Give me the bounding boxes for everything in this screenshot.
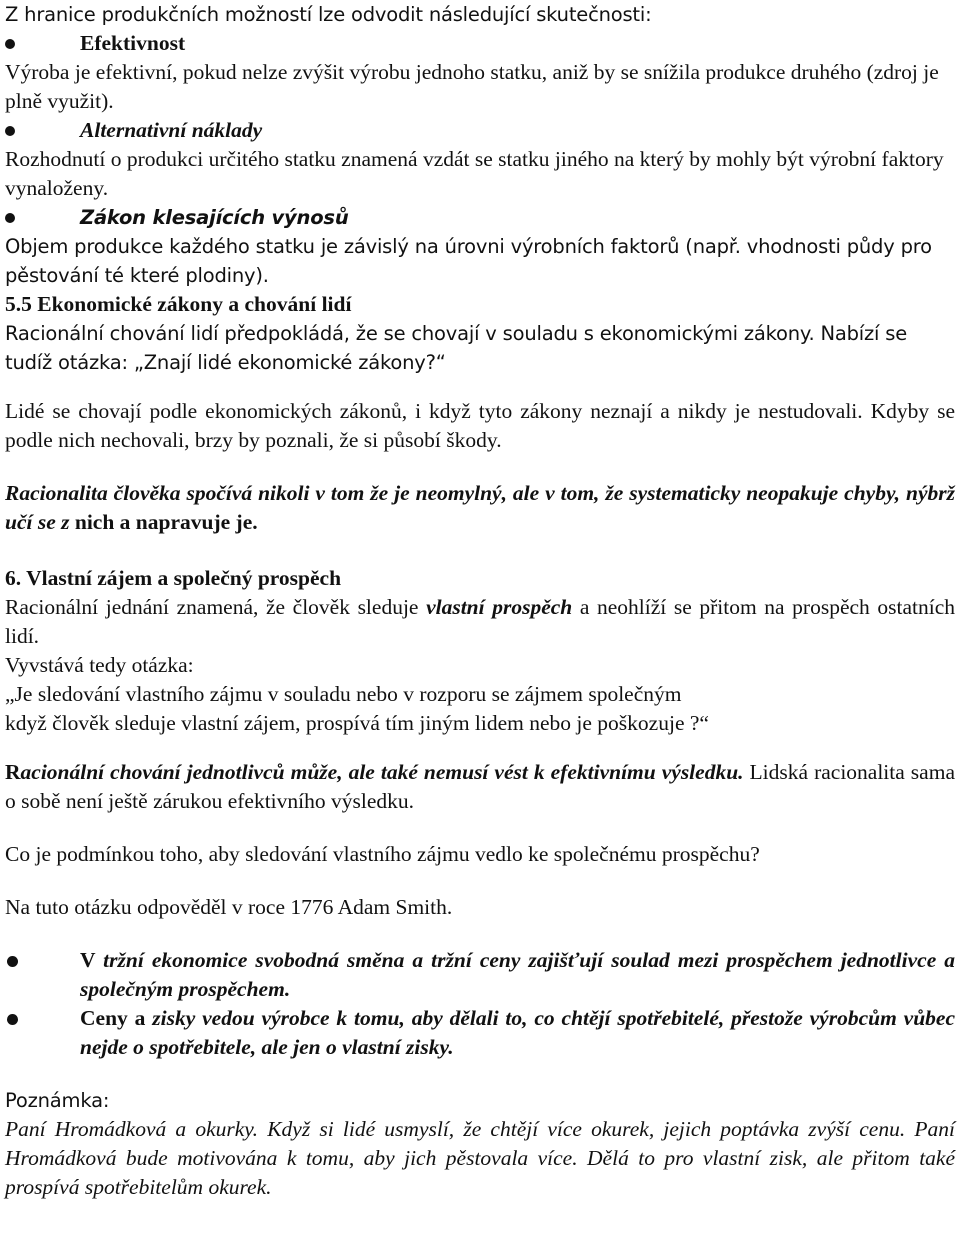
emphasis-tail: nich a napravuje je. <box>69 510 258 534</box>
paragraph: Na tuto otázku odpověděl v roce 1776 Adam Smith. <box>5 895 453 919</box>
intro-text: Z hranice produkčních možností lze odvodit následující skutečnosti: <box>5 3 652 26</box>
list-item-title: Alternativní náklady <box>80 118 263 142</box>
bullet-icon <box>7 956 18 967</box>
bullet-icon <box>5 126 15 136</box>
list-item <box>5 946 955 1004</box>
emphasis-text: zisky vedou výrobce k tomu, aby dělali to, co chtějí spotřebitelé, přestože výrobcům vůbec nejde o spotřebitele, ale jen o vlastní zisky. <box>80 1006 955 1059</box>
list-item-title: Efektivnost <box>80 31 186 55</box>
paragraph <box>5 593 955 651</box>
list-item-text: Výroba je efektivní, pokud nelze zvýšit výrobu jednoho statku, aniž by se snížila produkce druhého (zdroj je plně využit). <box>5 60 939 113</box>
section-heading-5-5: 5.5 Ekonomické zákony a chování lidí <box>5 292 352 316</box>
text-run: a neohlíží se přitom na prospěch ostatních lidí. <box>5 595 955 648</box>
paragraph: Co je podmínkou toho, aby sledování vlastního zájmu vedlo ke společnému prospěchu? <box>5 842 760 866</box>
question-line: „Je sledování vlastního zájmu v souladu nebo v rozporu se zájmem společným <box>5 682 682 706</box>
bullet-icon <box>7 1014 18 1025</box>
text-run: Lidská racionalita sama o sobě není ještě zárukou efektivního výsledku. <box>5 760 955 813</box>
paragraph: Lidé se chovají podle ekonomických zákonů, i když tyto zákony neznají a nikdy je nestudovali. Kdyby se podle nich nechovali, brzy by poznali, že si působí škody. <box>5 399 955 452</box>
list-item-text: Rozhodnutí o produkci určitého statku znamená vzdát se statku jiného na který by mohly být výrobní faktory vynaloženy. <box>5 147 944 200</box>
question-line: když člověk sleduje vlastní zájem, prospívá tím jiným lidem nebo je poškozuje ?“ <box>5 711 709 735</box>
emphasis-text: Racionalita člověka spočívá nikoli v tom že je neomylný, ale v tom, že systematicky neopakuje chyby, nýbrž učí se z <box>5 481 955 534</box>
text-run: V <box>80 948 104 972</box>
paragraph-emphasis <box>5 758 955 816</box>
paragraph-emphasis <box>5 479 955 537</box>
emphasis-text: vlastní prospěch <box>426 595 573 619</box>
paragraph: Vyvstává tedy otázka: <box>5 653 194 677</box>
list-item-title: Zákon klesajících výnosů <box>80 206 349 229</box>
list-item <box>5 1004 955 1062</box>
list-item-alternativni-naklady <box>5 116 955 145</box>
list-item-zakon-klesajicich-vynosu <box>5 203 955 232</box>
list-item-text: Objem produkce každého statku je závislý na úrovni výrobních faktorů (např. vhodnosti půdy pro pěstování té které plodiny). <box>5 235 932 287</box>
text-run: Racionální jednání znamená, že člověk sleduje <box>5 595 427 619</box>
note-text: Paní Hromádková a okurky. Když si lidé usmyslí, že chtějí více okurek, jejich poptávka zvýší cenu. Paní Hromádková bude motivována k tomu, aby jich pěstovala více. Dělá to pro vlastní zisk, ale přitom také prospívá spotřebitelům okurek. <box>5 1117 955 1199</box>
text-run: R <box>5 760 21 784</box>
emphasis-text: tržní ekonomice svobodná směna a tržní ceny zajišťují soulad mezi prospěchem jednotlivce a společným prospěchem. <box>80 948 956 1001</box>
text-run: Ceny a <box>80 1006 153 1030</box>
bullet-icon <box>5 213 15 223</box>
note-label: Poznámka: <box>5 1089 110 1112</box>
section-heading-6: 6. Vlastní zájem a společný prospěch <box>5 566 342 590</box>
bullet-icon <box>5 39 15 49</box>
emphasis-text: acionální chování jednotlivců může, ale také nemusí vést k efektivnímu výsledku. <box>20 760 744 784</box>
list-item-efektivnost <box>5 29 955 58</box>
paragraph: Racionální chování lidí předpokládá, že se chovají v souladu s ekonomickými zákony. Nabízí se tudíž otázka: „Znají lidé ekonomické zákony?“ <box>5 322 908 374</box>
